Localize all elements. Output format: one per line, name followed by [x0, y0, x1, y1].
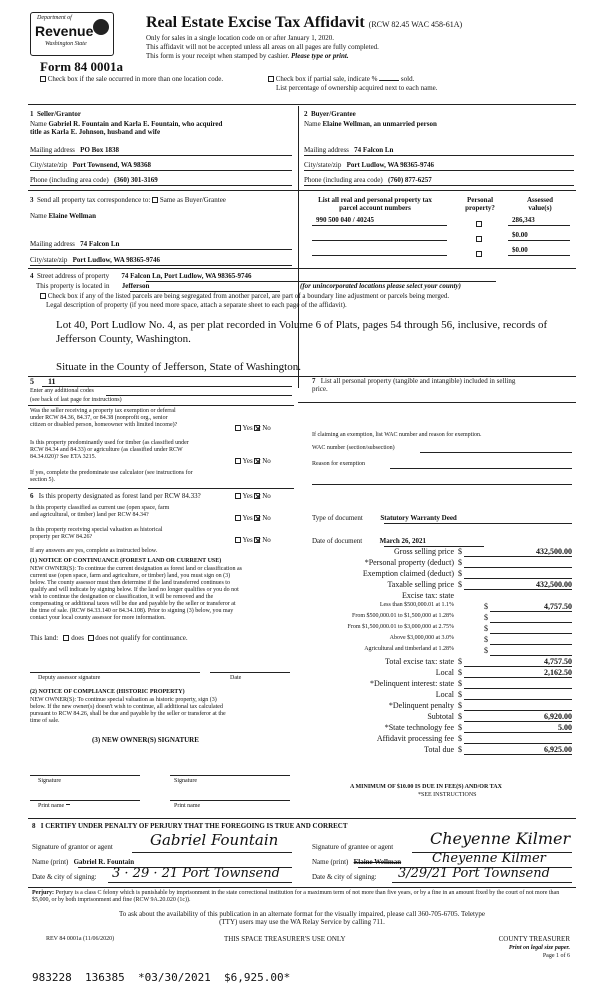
form-title: Real Estate Excise Tax Affidavit (RCW 82.45 WAC 458-61A): [146, 14, 463, 31]
s1-city: City/state/zip Port Townsend, WA 98368: [30, 161, 152, 169]
n2-title: (2) NOTICE OF COMPLIANCE (HISTORIC PROPERTY): [30, 689, 185, 695]
tax-row: [300, 589, 574, 600]
dor-logo: [30, 12, 114, 56]
s2-phone: Phone (including area code) (760) 877-6257: [304, 176, 432, 184]
perjury-text: Perjury: Perjury is a class C felony which is punishable by imprisonment in the state correctional institution for a maximum term of not more than five years, or by a fine in an amount fixed by the court of not more than $5,000, or by both imprisonment and fine (RCW 9A.20.020 (1c)).: [32, 890, 560, 903]
multi-location-check[interactable]: Check box if the sale occurred in more than one location code.: [40, 75, 223, 83]
tax-row-currency: $: [458, 723, 462, 732]
tax-row: [300, 666, 574, 677]
s6-q2: Is this property classified as current use (open space, farm and agricultural, or timber) land per RCW 84.34?: [30, 505, 170, 518]
s2-name: Name Elaine Wellman, an unmarried person: [304, 120, 437, 128]
page-number: Page 1 of 6: [542, 953, 570, 959]
tax-row-label: Excise tax: state: [402, 591, 454, 600]
tax-row-label: From $500,000.01 to $1,500,000 at 1.28%: [352, 613, 454, 619]
tax-row: [300, 600, 574, 611]
logo-line2: Revenue: [35, 23, 94, 39]
s3-label: 3 Send all property tax correspondence to: Same as Buyer/Grantee: [30, 196, 226, 204]
s5-code: 11: [48, 377, 56, 386]
tax-row-currency: $: [484, 624, 488, 633]
n1-line: below. The county assessor must then determine if the land transferred continues to: [30, 580, 230, 586]
assessed-value-2: $0.00: [512, 231, 528, 239]
assessed-col-header: Assessed value(s): [526, 196, 554, 212]
tax-row-label: *Personal property (deduct): [364, 558, 454, 567]
tax-row-value: 5.00: [558, 723, 572, 732]
segregation-check[interactable]: Check box if any of the listed parcels are being segregated from another parcel, are part of a boundary line adjustment or parcels being merged.: [40, 292, 449, 300]
s4-legal-label: Legal description of property (if you need more space, attach a separate sheet to each page of the affidavit).: [46, 301, 347, 309]
tax-row-currency: $: [458, 712, 462, 721]
tax-row-currency: $: [458, 734, 462, 743]
form-number: Form 84 0001a: [40, 59, 124, 74]
grantee-signature-label: Signature of grantee or agent: [312, 843, 394, 851]
s7-personal-label: 7 List all personal property (tangible and intangible) included in selling price.: [312, 377, 516, 393]
tax-row-label: Total excise tax: state: [385, 657, 454, 666]
partial-sale-check[interactable]: Check box if partial sale, indicate % sold.: [268, 75, 414, 83]
s1-mailing: Mailing address PO Box 1838: [30, 146, 120, 154]
logo-line1: Department of: [37, 15, 72, 21]
tax-row-label: *Delinquent penalty: [388, 701, 454, 710]
n1-line: the time of sale. (RCW 84.33.140 or 84.34.108). Prior to signing (3) below, you may: [30, 608, 234, 614]
ownership-note: List percentage of ownership acquired next to each name.: [276, 84, 438, 92]
s6-q1: 6 Is this property designated as forest land per RCW 84.33?: [30, 492, 201, 500]
tax-row-label: From $1,500,000.01 to $3,000,000 at 2.75%: [347, 624, 454, 630]
grantee-date-label: Date & city of signing:: [312, 873, 377, 881]
s1-phone: Phone (including area code) (360) 301-3169: [30, 176, 158, 184]
personal-col-header: Personal property?: [465, 196, 495, 212]
n1-line: contact your local county assessor for more information.: [30, 615, 166, 621]
tax-row: [300, 743, 574, 754]
tax-row: [300, 699, 574, 710]
treasurer-use-only: THIS SPACE TREASURER'S USE ONLY: [224, 935, 346, 943]
tax-row: [300, 567, 574, 578]
grantor-date-label: Date & city of signing:: [32, 873, 97, 881]
tax-row-currency: $: [458, 558, 462, 567]
tax-row-value: 6,925.00: [544, 745, 572, 754]
parcel-number-1: 990 500 040 / 40245: [316, 216, 374, 224]
grantor-date-city: 3 · 29 · 21 Port Townsend: [112, 866, 280, 881]
s5-enter-codes: Enter any additional codes: [30, 388, 94, 394]
header-note-1: Only for sales in a single location code on or after January 1, 2020.: [146, 34, 334, 42]
deputy-signature-label: Deputy assessor signature: [38, 675, 101, 681]
grantee-signature: Cheyenne Kilmer: [430, 829, 571, 848]
tax-row-currency: $: [458, 668, 462, 677]
s5-q3: If yes, complete the predominate use calculator (see instructions for section 5).: [30, 470, 193, 483]
tax-row: [300, 611, 574, 622]
personal-checkbox-3[interactable]: [476, 245, 482, 263]
s1-name: Name Gabriel R. Fountain and Karla E. Fountain, who acquired title as Karla E. Johnson, husband and wife: [30, 120, 223, 136]
s5-number: 5: [30, 377, 34, 386]
new-owner-signature-2: Signature: [174, 778, 197, 784]
s5-see-back: (see back of last page for instructions): [30, 397, 122, 403]
tax-row-currency: $: [484, 602, 488, 611]
s6-ifany: If any answers are yes, complete as instructed below.: [30, 548, 158, 554]
cashier-stamp: 983228 136385 *03/30/2021 $6,925.00*: [32, 971, 291, 984]
tax-row: [300, 556, 574, 567]
this-land[interactable]: This land: does does not qualify for continuance.: [30, 634, 188, 642]
wac-claim-label: If claiming an exemption, list WAC number and reason for exemption.: [312, 432, 482, 438]
s6-q2-answer[interactable]: Yes No: [235, 514, 271, 522]
n1-title: (1) NOTICE OF CONTINUANCE (FOREST LAND OR CURRENT USE): [30, 558, 222, 564]
s6-q3: Is this property receiving special valuation as historical property per RCW 84.26?: [30, 527, 163, 540]
tax-row-label: Affidavit processing fee: [376, 734, 454, 743]
logo-line3: Washington State: [45, 41, 87, 47]
tax-row-label: Local: [435, 668, 454, 677]
parcel-col-header: List all real and personal property tax parcel account numbers: [318, 196, 432, 212]
s5-q1-answer[interactable]: Yes No: [235, 424, 271, 432]
tax-row-label: Subtotal: [427, 712, 454, 721]
tax-row-value: 4,757.50: [544, 602, 572, 611]
s4-unincorp: (for unincorporated locations please select your county): [300, 282, 461, 290]
tax-row-currency: $: [484, 635, 488, 644]
s2-mailing: Mailing address 74 Falcon Ln: [304, 146, 394, 154]
tax-row-currency: $: [458, 690, 462, 699]
tax-row-currency: $: [458, 679, 462, 688]
tax-row-value: 432,500.00: [536, 580, 572, 589]
tax-row-label: Less than $500,000.01 at 1.1%: [379, 602, 454, 608]
grantee-date-city: 3/29/21 Port Townsend: [398, 866, 550, 881]
s6-q3-answer[interactable]: Yes No: [235, 536, 271, 544]
n1-line: NEW OWNER(S): To continue the current designation as forest land or classification as: [30, 566, 242, 572]
tax-row-currency: $: [484, 613, 488, 622]
legal-situate: Situate in the County of Jefferson, State of Washington.: [56, 361, 301, 373]
minimum-note: A MINIMUM OF $10.00 IS DUE IN FEE(S) AND/OR TAX: [350, 784, 502, 790]
doc-type: Type of document Statutory Warranty Deed: [312, 514, 457, 522]
grantee-name-handwritten: Cheyenne Kilmer: [432, 851, 546, 866]
tax-row: [300, 622, 574, 633]
tax-row-label: Local: [435, 690, 454, 699]
s3-mailing: Mailing address 74 Falcon Ln: [30, 240, 120, 248]
n1-line: wish to continue the designation or classification, it will be removed and the: [30, 594, 214, 600]
tax-row: [300, 644, 574, 655]
deputy-date-label: Date: [230, 675, 242, 681]
s4-street: 4 Street address of property 74 Falcon Ln, Port Ludlow, WA 98365-9746: [30, 272, 252, 280]
header-note-2: This affidavit will not be accepted unless all areas on all pages are fully completed.: [146, 43, 379, 51]
tax-row-currency: $: [458, 701, 462, 710]
certify-text: 8 I CERTIFY UNDER PENALTY OF PERJURY THAT THE FOREGOING IS TRUE AND CORRECT: [32, 822, 348, 830]
n2-line: time of sale.: [30, 718, 60, 724]
reason-label: Reason for exemption: [312, 461, 365, 467]
tax-row-label: Total due: [424, 745, 454, 754]
n3-title: (3) NEW OWNER(S) SIGNATURE: [92, 736, 199, 744]
tax-row-label: Above $3,000,000 at 3.0%: [389, 635, 454, 641]
tax-row-label: *State technology fee: [384, 723, 454, 732]
new-owner-print-1: Print name: [38, 803, 70, 810]
n1-line: compensating or additional taxes will be due and payable by the seller or transferor at: [30, 601, 236, 607]
wac-number-label: WAC number (section/subsection): [312, 445, 395, 451]
see-instructions: *SEE INSTRUCTIONS: [418, 792, 477, 798]
assessed-value-1: 286,343: [512, 216, 535, 224]
s5-q2: Is this property predominantly used for timber (as classified under RCW 84.34 and 84.33) or agriculture (as classified under RCW 84.34.020)? See ETA 3215.: [30, 440, 189, 460]
tax-row-label: Taxable selling price: [387, 580, 454, 589]
tax-row: [300, 578, 574, 589]
tax-row-currency: $: [458, 569, 462, 578]
grantor-name: Name (print) Gabriel R. Fountain: [32, 858, 135, 866]
s5-q2-answer[interactable]: Yes No: [235, 457, 271, 465]
tax-row: [300, 545, 574, 556]
tax-row-currency: $: [458, 580, 462, 589]
tax-row-currency: $: [458, 745, 462, 754]
alt-format-text: To ask about the availability of this publication in an alternate format for the visually impaired, please call 360-705-6705. Teletype (TTY) users may use the WA Relay Service by calling 711.: [118, 910, 486, 926]
new-owner-print-2: Print name: [174, 803, 201, 809]
tax-row-label: Gross selling price: [394, 547, 454, 556]
legal-paper-note: Print on legal size paper.: [508, 945, 570, 951]
tax-row: [300, 677, 574, 688]
tax-row: [300, 710, 574, 721]
doc-date: Date of document March 26, 2021: [312, 537, 426, 545]
n1-text: [30, 566, 292, 622]
s1-title: 1 Seller/Grantor: [30, 110, 81, 118]
s2-title: 2 Buyer/Grantee: [304, 110, 356, 118]
s3-city: City/state/zip Port Ludlow, WA 98365-9746: [30, 256, 160, 264]
new-owner-signature-1: Signature: [38, 778, 61, 784]
logo-emblem-icon: [93, 19, 109, 35]
grantor-signature: Gabriel Fountain: [150, 831, 279, 849]
county-treasurer: COUNTY TREASURER: [498, 935, 570, 943]
tax-row-label: Agricultural and timberland at 1.28%: [364, 646, 454, 652]
s6-q1-answer[interactable]: Yes No: [235, 492, 271, 500]
tax-row-label: *Delinquent interest: state: [370, 679, 454, 688]
tax-row-value: 432,500.00: [536, 547, 572, 556]
s4-located: This property is located in Jefferson: [36, 282, 150, 290]
grantee-name: Name (print) Elaine Wellman: [312, 858, 402, 866]
s3-name: Name Elaine Wellman: [30, 212, 96, 220]
tax-row-currency: $: [484, 646, 488, 655]
grantor-signature-label: Signature of grantor or agent: [32, 843, 113, 851]
tax-row: [300, 721, 574, 732]
tax-row: [300, 655, 574, 666]
tax-row-value: 4,757.50: [544, 657, 572, 666]
n2-text: [30, 697, 292, 725]
tax-row: [300, 633, 574, 644]
header-note-3: This form is your receipt when stamped by cashier. Please type or print.: [146, 52, 349, 60]
tax-row: [300, 732, 574, 743]
s2-city: City/state/zip Port Ludlow, WA 98365-9746: [304, 161, 434, 169]
n2-line: below. If the new owner(s) doesn't wish to continue, all additional tax calculated: [30, 704, 223, 710]
tax-row: [300, 688, 574, 699]
n1-line: current use (open space, farm and agriculture, or timber) land, you must sign on (3): [30, 573, 231, 579]
tax-row-label: Exemption claimed (deduct): [362, 569, 454, 578]
tax-row-value: 2,162.50: [544, 668, 572, 677]
tax-row-value: 6,920.00: [544, 712, 572, 721]
legal-description: Lot 40, Port Ludlow No. 4, as per plat recorded in Volume 6 of Plats, pages 54 through 56, inclusive, records of Jefferson County, Washington.: [56, 319, 548, 345]
tax-row-currency: $: [458, 657, 462, 666]
n2-line: pursuant to RCW 84.26, shall be due and payable by the seller or transferor at the: [30, 711, 226, 717]
revision: REV 84 0001a (11/06/2020): [46, 936, 115, 942]
s5-q1: Was the seller receiving a property tax exemption or deferral under RCW 84.36, 84.37, or 84.38 (nonprofit org., senior citizen or disabled person, homeowner with limited income)?: [30, 408, 178, 428]
assessed-value-3: $0.00: [512, 246, 528, 254]
tax-row-currency: $: [458, 547, 462, 556]
n1-line: qualify and will indicate by signing below. If the land no longer qualifies or you do not: [30, 587, 239, 593]
n2-line: NEW OWNER(S): To continue special valuation as historic property, sign (3): [30, 697, 217, 703]
